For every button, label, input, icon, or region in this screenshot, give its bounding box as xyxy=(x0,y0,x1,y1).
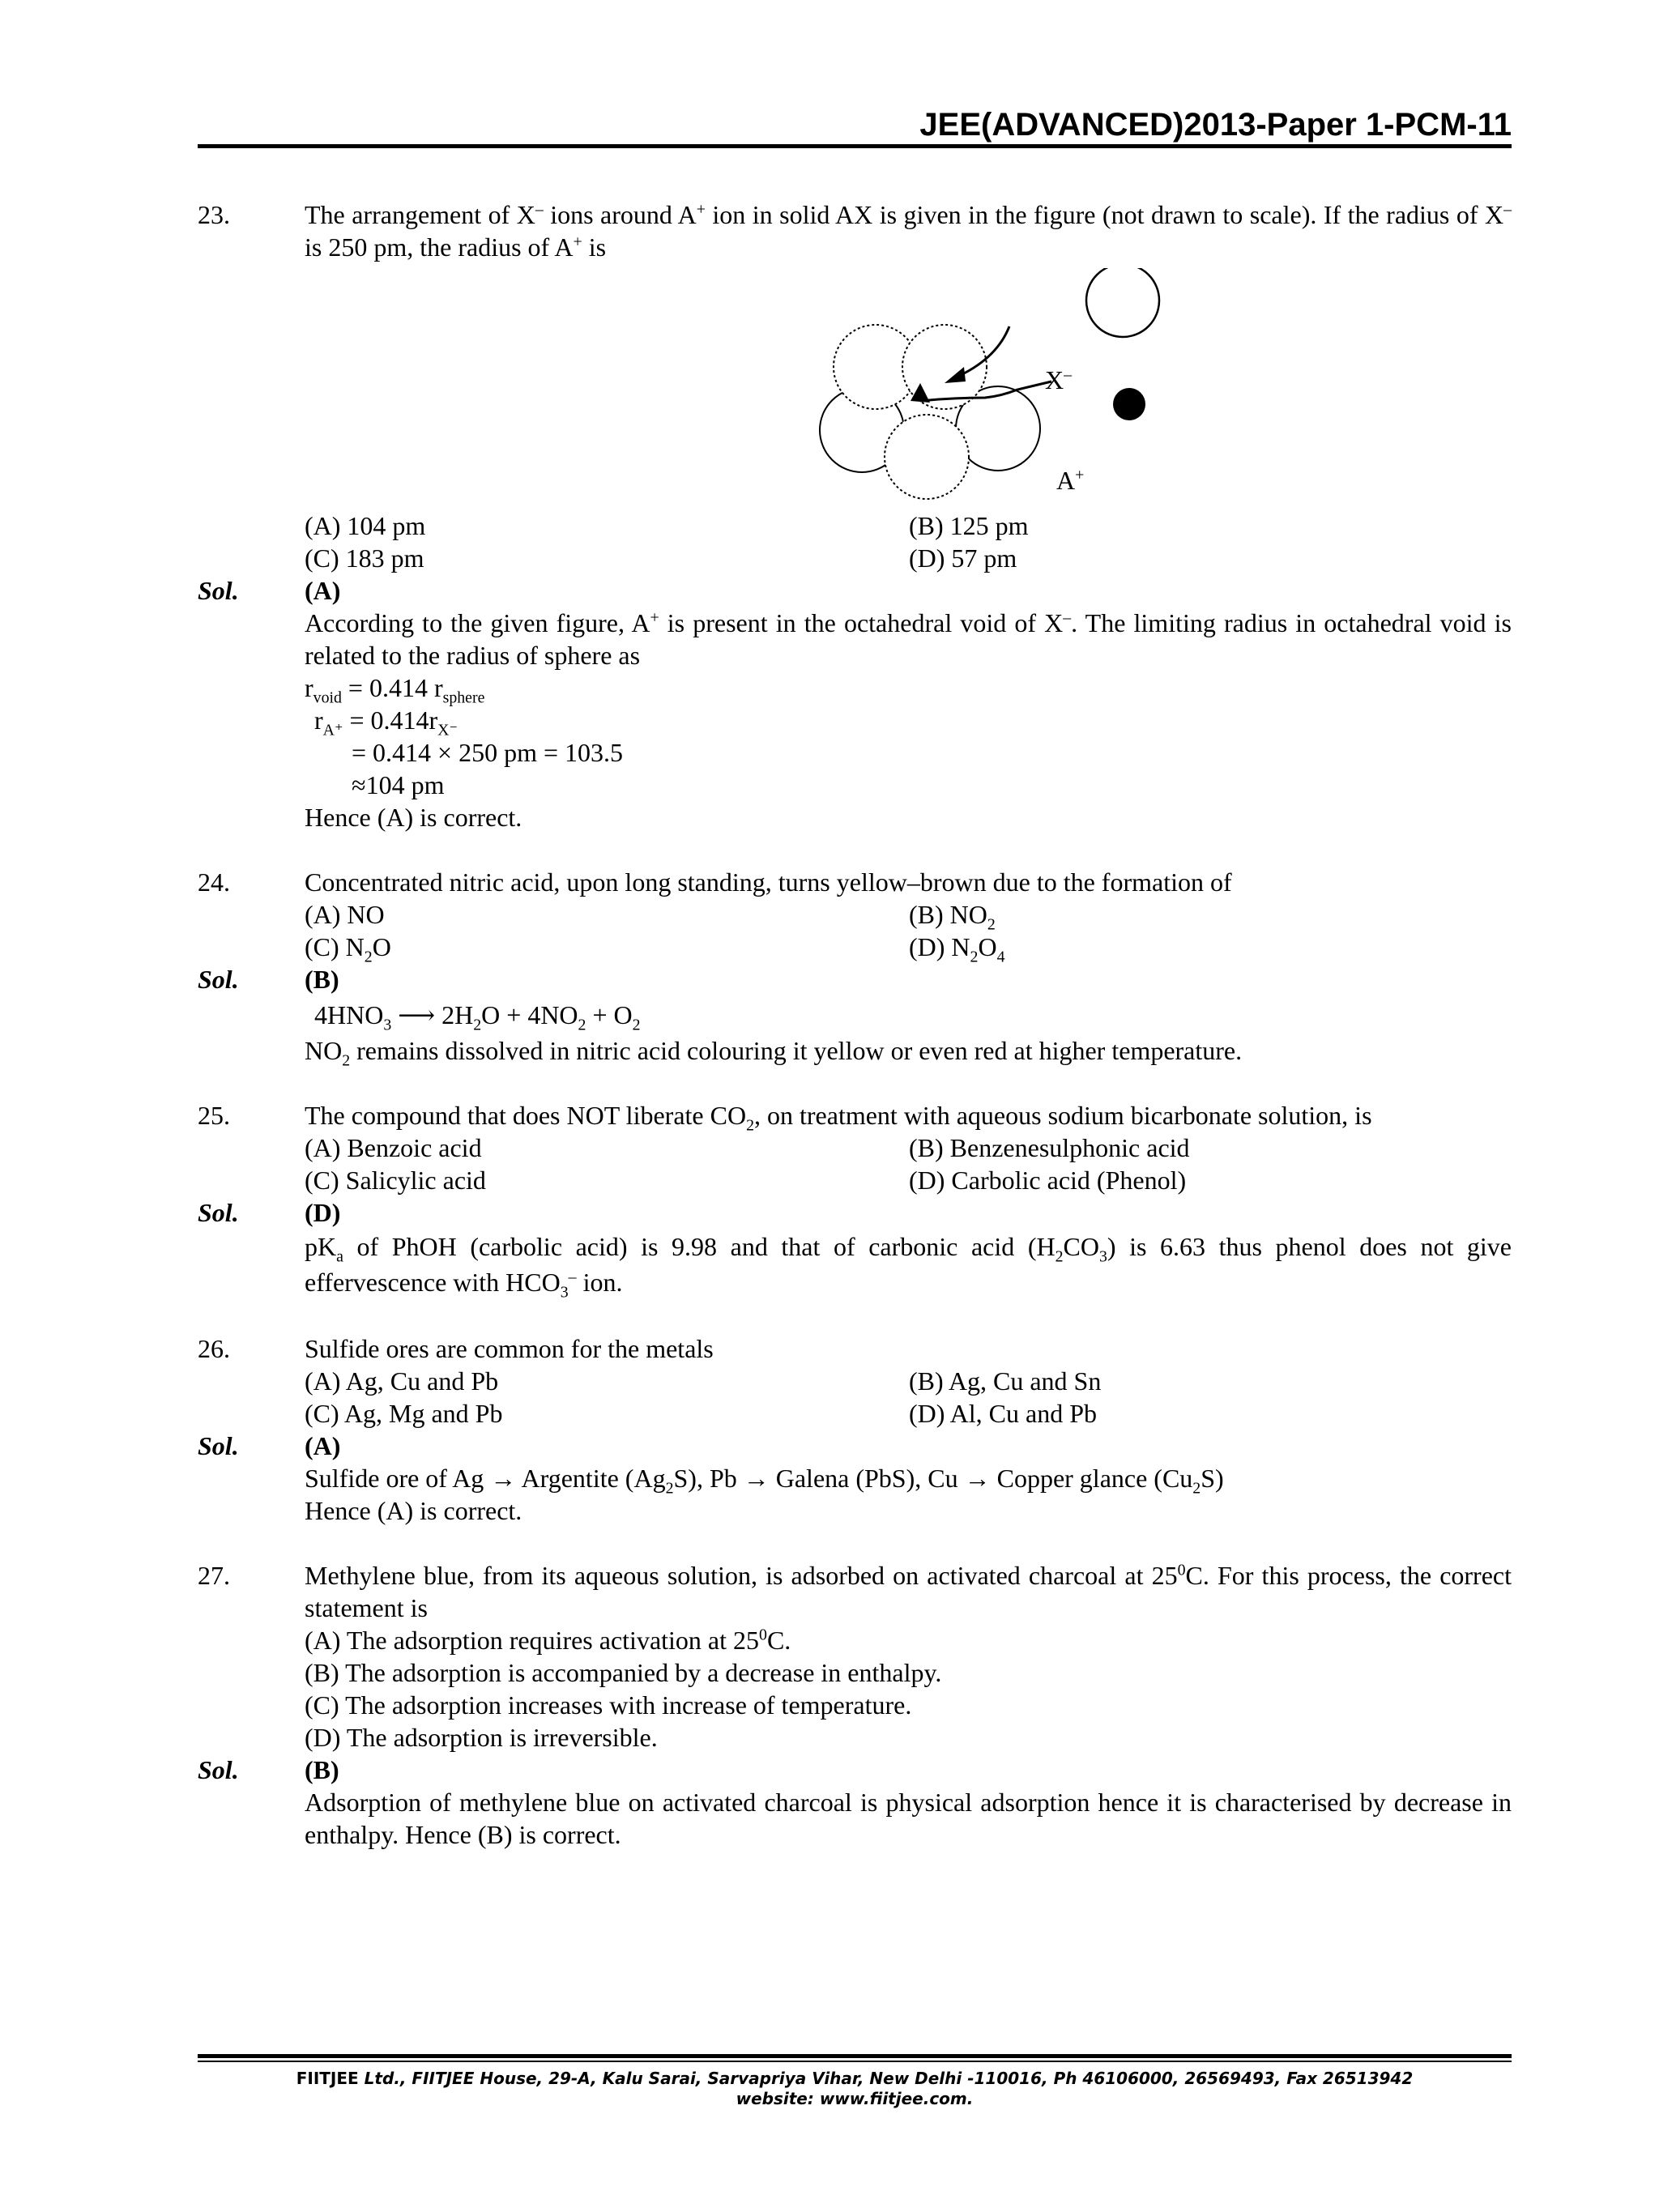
options xyxy=(305,898,1512,966)
option-a: (A) The adsorption requires activation at $25^0C$. xyxy=(305,1626,791,1655)
options xyxy=(305,509,1512,574)
page-header: JEE(ADVANCED)2013-Paper 1-PCM-11 xyxy=(919,107,1512,143)
question-number: 26. xyxy=(198,1334,230,1363)
solution-label: Sol. xyxy=(198,576,239,605)
option-d: (D) Al, Cu and Pb xyxy=(909,1399,1097,1428)
footer-address: Ltd., FIITJEE House, 29-A, Kalu Sarai, Sarvapriya Vihar, New Delhi -110016, Ph 46106000, 26569493, Fax 26513942 xyxy=(358,2069,1414,2088)
solution: (D) $pK_a$ of PhOH (carbolic acid) is 9.98 and that of carbonic acid $(H_2CO_3)$ is 6.63 thus phenol does not give effervescence with $HCO_3^-$ ion. xyxy=(305,1198,1512,1302)
footer-website: website: www.fiitjee.com. xyxy=(736,2089,974,2108)
option-d: (D) $N_2O_4$ xyxy=(909,932,1005,966)
page-content xyxy=(198,198,1512,1883)
option-a: (A) NO xyxy=(305,900,385,929)
question-26 xyxy=(198,1332,1512,1527)
solution: (A) Sulfide ore of Ag → Argentite $(Ag_2S)$, Pb → Galena (PbS), Cu → Copper glance $(Cu_2S)$ Hence (A) is correct. xyxy=(305,1430,1512,1527)
reaction-equation: $4HNO_3$ ⟶ $2H_2O + 4NO_2 + O_2$ xyxy=(314,1000,641,1034)
question-25 xyxy=(198,1099,1512,1300)
solution: (B) $4HNO_3$ ⟶ $2H_2O + 4NO_2 + O_2$ $NO_2$ remains dissolved in nitric acid colouring it yellow or even red at higher temperature. xyxy=(305,963,1512,1067)
options xyxy=(305,1365,1512,1430)
solution-label: Sol. xyxy=(198,1431,239,1460)
option-d: (D) 57 pm xyxy=(909,543,1017,573)
answer: (A) xyxy=(305,1431,341,1460)
option-a: (A) 104 pm xyxy=(305,511,426,540)
option-b: (B) $NO_2$ xyxy=(909,900,996,934)
footer-brand: FIITJEE xyxy=(296,2069,359,2088)
question-text: Methylene blue, from its aqueous solution, is adsorbed on activated charcoal at $25^0C$. For this process, the correct statement is xyxy=(305,1561,1512,1622)
solution xyxy=(305,1754,1512,1851)
answer: (B) xyxy=(305,965,339,994)
label-x-ion: X– xyxy=(1045,365,1073,394)
question-number: 25. xyxy=(198,1101,230,1130)
option-b: (B) The adsorption is accompanied by a decrease in enthalpy. xyxy=(305,1658,942,1687)
solution: (A) According to the given figure, A+ is present in the octahedral void of X–. The limiting radius in octahedral void is related to the radius of sphere as $r_{void} = 0.414$ $r_{sphere}$ $r_{A^+} = 0.414r_{X^-}$ = 0.414 × 250 pm = 103.5 ≈104 pm Hence (A) is correct. xyxy=(305,576,1512,832)
header-rule xyxy=(198,144,1512,148)
option-c: (C) 183 pm xyxy=(305,543,424,573)
option-c: (C) The adsorption increases with increase of temperature. xyxy=(305,1690,912,1720)
explanation: Adsorption of methylene blue on activated charcoal is physical adsorption hence it is characterised by decrease in enthalpy. Hence (B) is correct. xyxy=(305,1788,1512,1849)
option-d: (D) Carbolic acid (Phenol) xyxy=(909,1166,1187,1195)
equation-3: = 0.414 × 250 pm = 103.5 xyxy=(352,738,624,767)
label-a-ion: A+ xyxy=(1056,466,1085,495)
options xyxy=(305,1132,1512,1196)
octahedral-void-figure xyxy=(305,268,1512,501)
option-b: (B) Ag, Cu and Sn xyxy=(909,1366,1102,1396)
solution-label: Sol. xyxy=(198,965,239,994)
answer: (D) xyxy=(305,1198,341,1227)
equation-2: $r_{A^+} = 0.414r_{X^-}$ xyxy=(314,705,458,739)
question-text: The compound that does NOT liberate $CO_2$, on treatment with aqueous sodium bicarbonate solution, is xyxy=(305,1101,1372,1135)
option-b: (B) Benzenesulphonic acid xyxy=(909,1133,1190,1162)
question-number: 27. xyxy=(198,1561,230,1590)
footer-rule-thin xyxy=(198,2061,1512,2062)
question-text: Concentrated nitric acid, upon long standing, turns yellow–brown due to the formation of xyxy=(305,867,1232,897)
question-number: 23. xyxy=(198,200,230,229)
question-24 xyxy=(198,866,1512,1070)
option-c: (C) Salicylic acid xyxy=(305,1166,486,1195)
answer: (A) xyxy=(305,576,341,605)
answer: (B) xyxy=(305,1755,339,1784)
option-d: (D) The adsorption is irreversible. xyxy=(305,1723,658,1752)
page-footer xyxy=(198,2069,1512,2109)
solution-label: Sol. xyxy=(198,1198,239,1227)
ion-arrangement-diagram xyxy=(791,268,1196,501)
question-number: 24. xyxy=(198,867,230,897)
option-b: (B) 125 pm xyxy=(909,511,1029,540)
question-text: Sulfide ores are common for the metals xyxy=(305,1334,714,1363)
equation-4: ≈104 pm xyxy=(352,770,445,799)
conclusion: Hence (A) is correct. xyxy=(305,1496,522,1525)
option-c: (C) $N_2O$ xyxy=(305,932,391,966)
conclusion: Hence (A) is correct. xyxy=(305,803,522,832)
question-27 xyxy=(198,1559,1512,1851)
option-a: (A) Ag, Cu and Pb xyxy=(305,1366,499,1396)
question-text: The arrangement of X– ions around A+ ion in solid AX is given in the figure (not drawn to scale). If the radius of X– is 250 pm, the radius of A+ is xyxy=(305,200,1512,262)
option-c: (C) Ag, Mg and Pb xyxy=(305,1399,503,1428)
equation-1: $r_{void} = 0.414$ $r_{sphere}$ xyxy=(305,673,485,707)
question-23 xyxy=(198,198,1512,833)
footer-rule xyxy=(198,2054,1512,2058)
option-a: (A) Benzoic acid xyxy=(305,1133,482,1162)
solution-label: Sol. xyxy=(198,1755,239,1784)
